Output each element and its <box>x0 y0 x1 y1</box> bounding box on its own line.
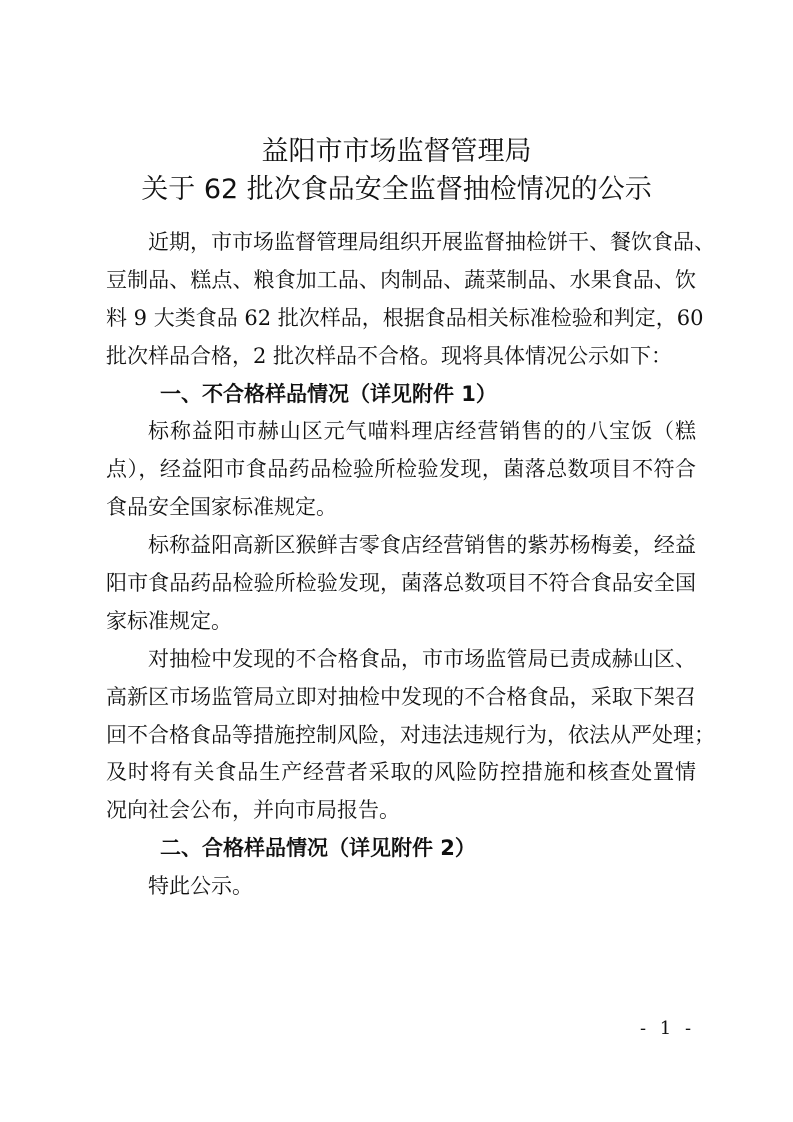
text-line: 高新区市场监管局立即对抽检中发现的不合格食品，采取下架召 <box>106 684 696 709</box>
text-line: 家标准规定。 <box>106 608 232 633</box>
text-line: 料 9 大类食品 62 批次样品，根据食品相关标准检验和判定，60 <box>106 305 704 330</box>
case-1-paragraph <box>106 413 696 527</box>
page-number: - 1 - <box>640 1018 696 1039</box>
document-title-line-1: 益阳市市场监督管理局 <box>261 136 532 167</box>
case-2-paragraph <box>106 527 696 641</box>
text-line: 对抽检中发现的不合格食品，市市场监管局已责成赫山区、 <box>148 646 696 671</box>
section-heading-unqualified: 一、不合格样品情况（详见附件 1） <box>160 381 497 406</box>
text-line: 标称益阳高新区猴鲜吉零食店经营销售的紫苏杨梅姜，经益 <box>148 533 696 558</box>
text-line: 点），经益阳市食品药品检验所检验发现，菌落总数项目不符合 <box>106 457 696 482</box>
text-line: 特此公示。 <box>148 874 253 899</box>
text-line: 回不合格食品等措施控制风险，对违法违规行为，依法从严处理； <box>106 722 715 747</box>
text-line: 阳市食品药品检验所检验发现，菌落总数项目不符合食品安全国 <box>106 571 696 596</box>
text-line: 况向社会公布，并向市局报告。 <box>106 798 400 823</box>
document-title-line-2: 关于 62 批次食品安全监督抽检情况的公示 <box>141 174 652 205</box>
text-line: 豆制品、糕点、粮食加工品、肉制品、蔬菜制品、水果食品、饮 <box>106 267 696 292</box>
action-paragraph <box>106 641 715 830</box>
intro-paragraph <box>106 224 715 376</box>
document-body <box>106 224 715 906</box>
section-heading-qualified: 二、合格样品情况（详见附件 2） <box>160 836 476 861</box>
text-line: 近期，市市场监督管理局组织开展监督抽检饼干、餐饮食品、 <box>148 230 715 254</box>
text-line: 标称益阳市赫山区元气喵料理店经营销售的的八宝饭（糕 <box>148 419 696 444</box>
text-line: 食品安全国家标准规定。 <box>106 495 337 520</box>
text-line: 批次样品合格，2 批次样品不合格。现将具体情况公示如下： <box>106 343 673 368</box>
closing-paragraph <box>106 868 696 906</box>
text-line: 及时将有关食品生产经营者采取的风险防控措施和核查处置情 <box>106 760 696 785</box>
